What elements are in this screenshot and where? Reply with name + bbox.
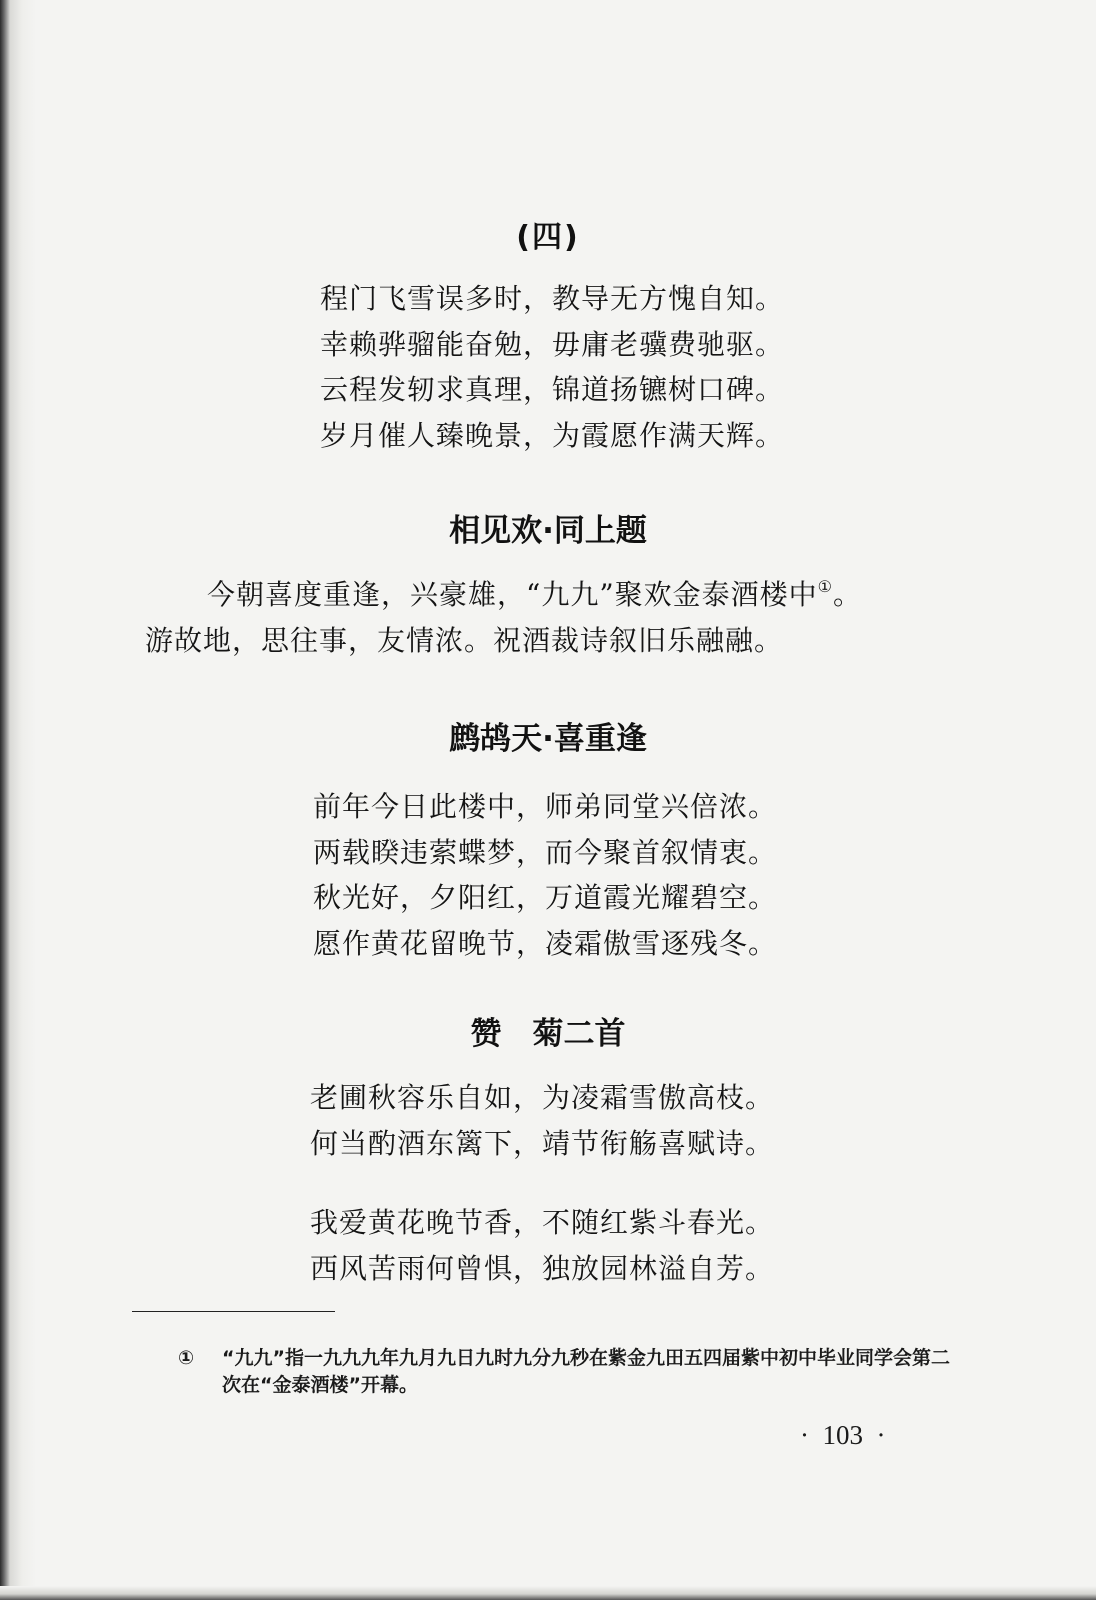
verse-line: 秋光好，夕阳红，万道霞光耀碧空。 xyxy=(313,881,778,914)
poem-heading-zanju: 赞 菊二首 xyxy=(470,1016,626,1052)
poem-heading-zhegutian: 鹧鸪天·喜重逢 xyxy=(449,721,647,757)
verse-line: 岁月催人臻晚景，为霞愿作满天辉。 xyxy=(320,418,785,452)
page-number: · 103 · xyxy=(800,1420,886,1450)
footnote-marker: ① xyxy=(178,1347,195,1369)
footnote-text: “九九”指一九九九年九月九日九时九分九秒在紫金九田五四届紫中初中毕业同学会第二次在“金泰酒楼”开幕。 xyxy=(222,1347,950,1396)
verse-text: 今朝喜度重逢，兴豪雄，“九九”聚欢金泰酒楼中 xyxy=(207,578,818,611)
verse-line: 游故地，思往事，友情浓。祝酒裁诗叙旧乐融融。 xyxy=(145,624,784,657)
verse-punctuation: 。 xyxy=(832,578,862,611)
footnote xyxy=(178,1345,968,1399)
poem-ju-first-stanza xyxy=(310,1075,774,1166)
footnote-reference-marker: ① xyxy=(817,577,833,596)
poem-ju-second-stanza xyxy=(310,1200,774,1291)
poem-zhegutian-stanza xyxy=(313,784,777,966)
verse-line: 何当酌酒东篱下，靖节衔觞喜赋诗。 xyxy=(310,1126,775,1160)
verse-line: 两载睽违萦蝶梦，而今聚首叙情衷。 xyxy=(313,835,778,869)
scanned-page-bottom-edge xyxy=(0,1586,1096,1600)
poem-heading-four: (四) xyxy=(516,220,580,255)
verse-line: 西风苦雨何曾惧，独放园林溢自芳。 xyxy=(310,1251,775,1285)
poem-heading-xiangjianhuan: 相见欢·同上题 xyxy=(449,513,647,549)
verse-line: 愿作黄花留晚节，凌霜傲雪逐残冬。 xyxy=(313,926,778,960)
verse-line: 云程发轫求真理，锦道扬镳树口碑。 xyxy=(320,373,785,406)
verse-line: 我爱黄花晚节香，不随红紫斗春光。 xyxy=(310,1206,775,1239)
verse-line: 老圃秋容乐自如，为凌霜雪傲高枝。 xyxy=(310,1081,775,1114)
verse-line: 前年今日此楼中，师弟同堂兴倍浓。 xyxy=(313,790,778,823)
verse-line xyxy=(145,572,862,618)
poem-four-stanza xyxy=(320,276,784,458)
verse-line: 幸赖骅骝能奋勉，毋庸老骥费驰驱。 xyxy=(320,327,785,361)
verse-line: 程门飞雪误多时，教导无方愧自知。 xyxy=(320,282,785,315)
poem-xiangjianhuan-stanza xyxy=(145,572,862,664)
footnote-divider xyxy=(132,1311,335,1312)
